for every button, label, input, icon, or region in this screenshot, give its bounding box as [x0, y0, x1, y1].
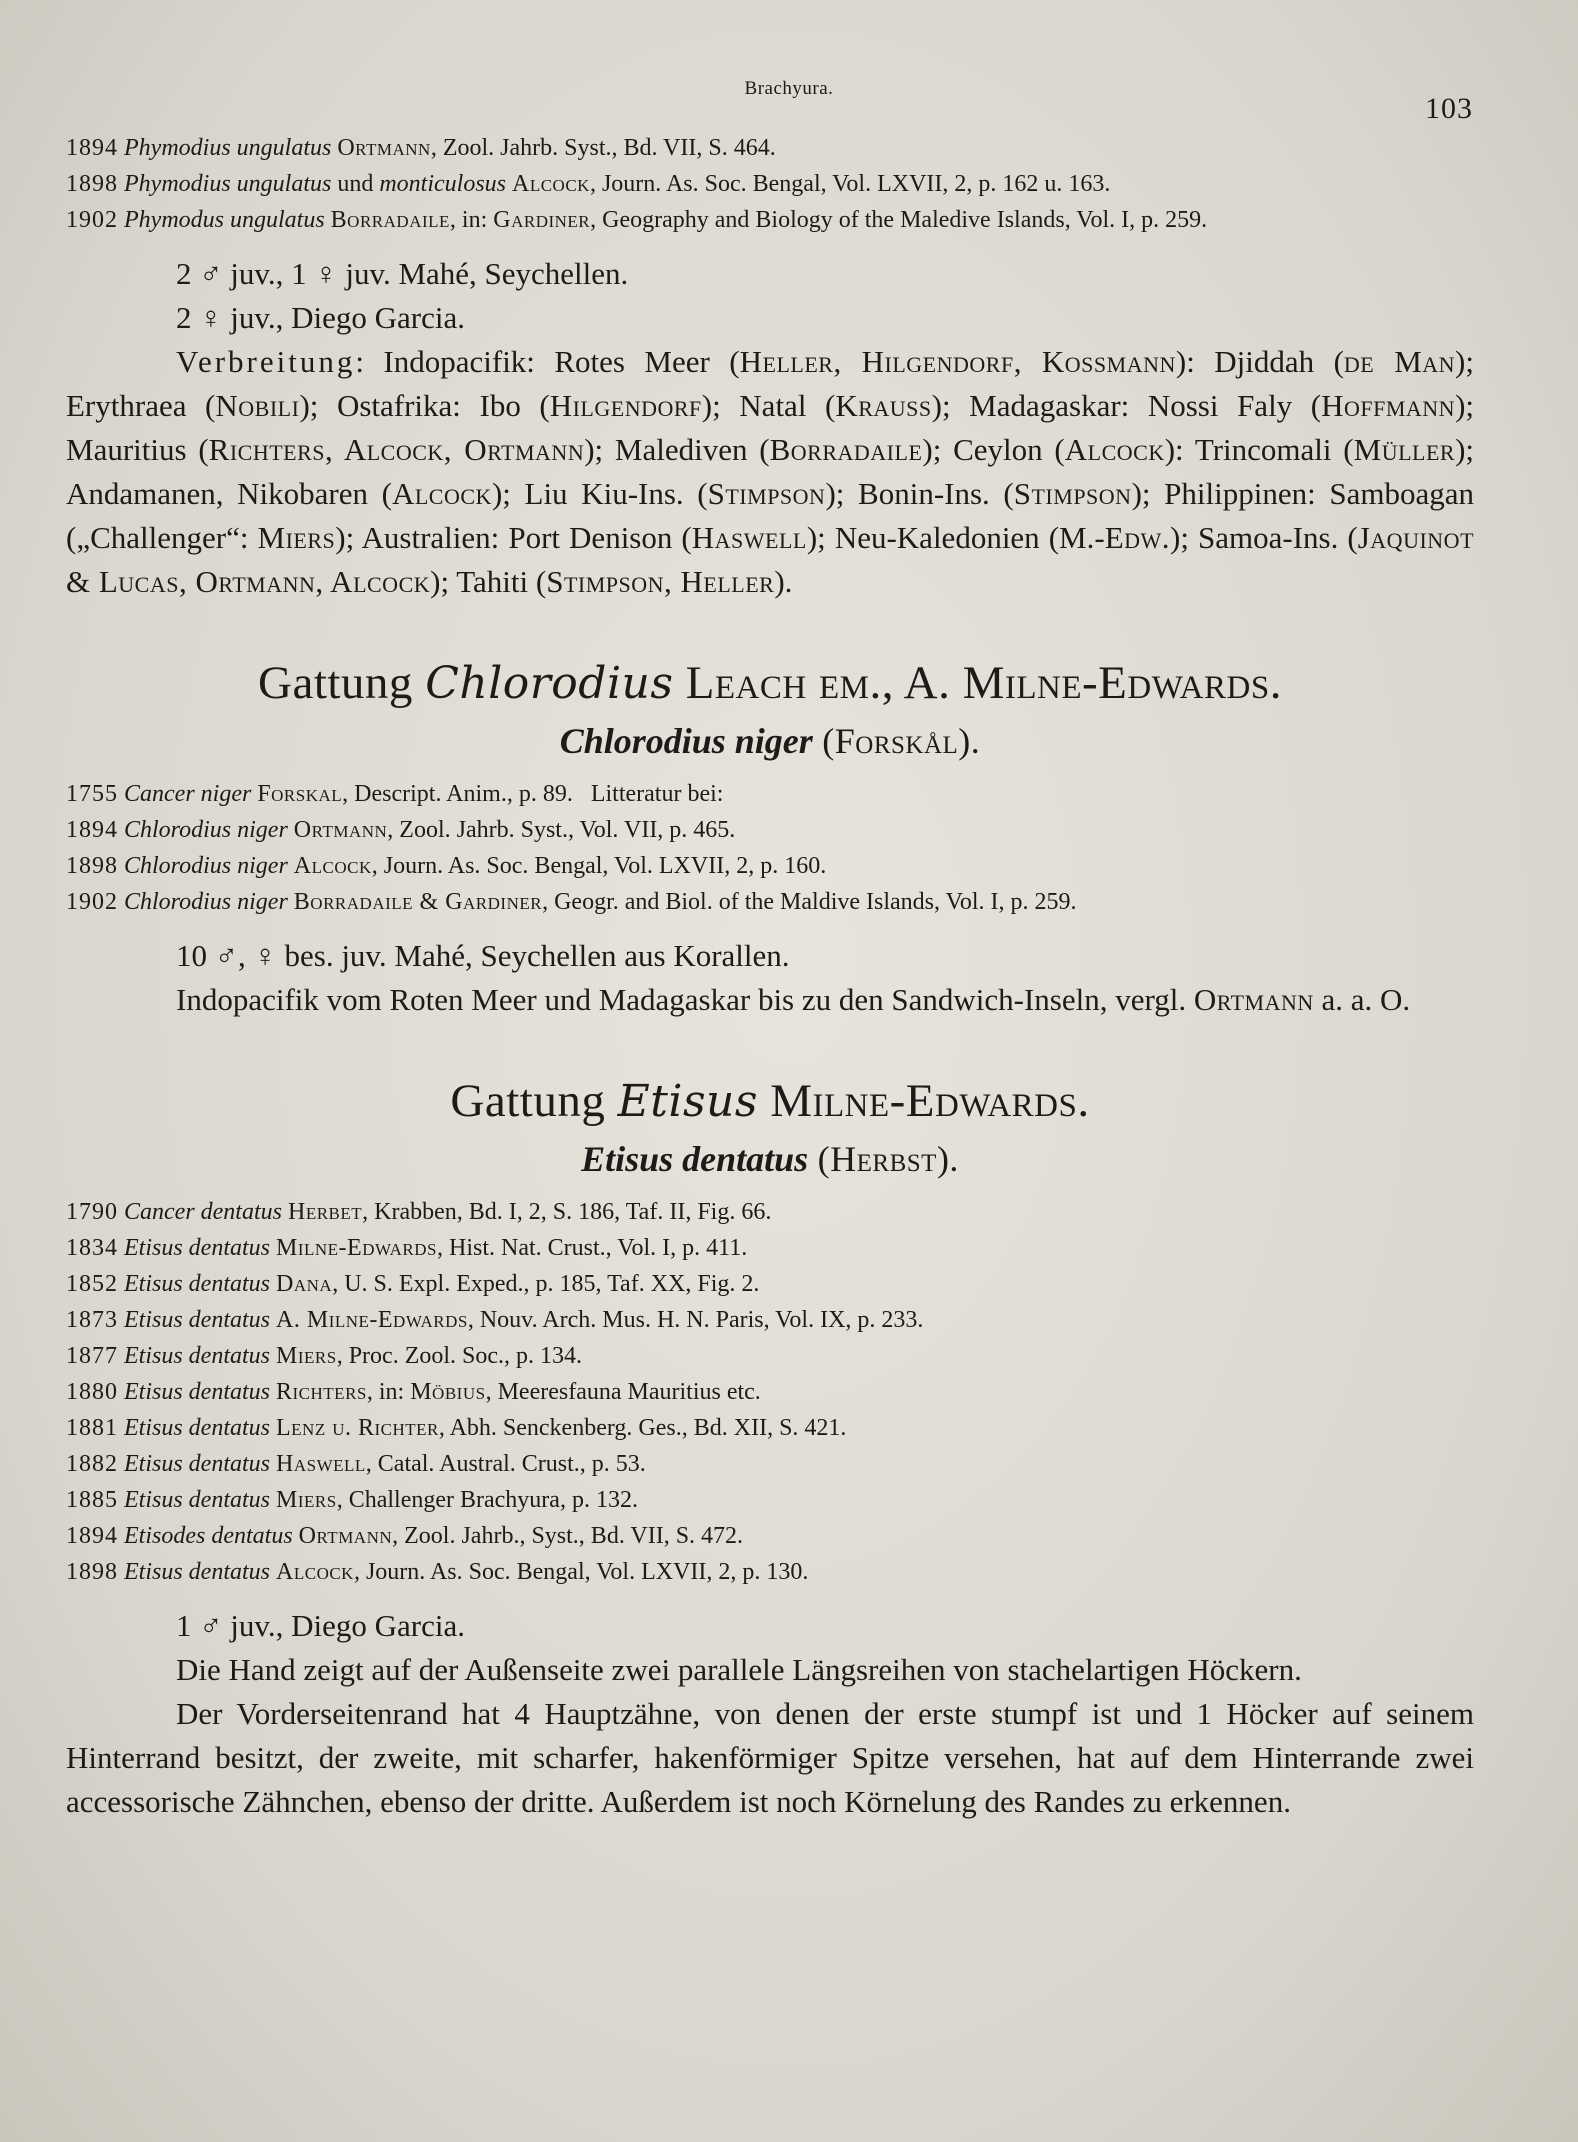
text-run: ); Mauritius ( — [66, 388, 1475, 467]
reference-line: 1882 Etisus dentatus Haswell, Catal. Austral. Crust., p. 53. — [66, 1451, 646, 1477]
author-name: Stimpson — [707, 476, 826, 511]
author-name: de Man — [1343, 344, 1456, 379]
reference-line: 1873 Etisus dentatus A. Milne-Edwards, Nouv. Arch. Mus. H. N. Paris, Vol. IX, p. 233. — [66, 1307, 924, 1333]
reference-line: 1894 Etisodes dentatus Ortmann, Zool. Jahrb., Syst., Bd. VII, S. 472. — [66, 1523, 744, 1549]
author-name: Müller — [1353, 432, 1456, 467]
author-name: Alcock — [391, 476, 492, 511]
author-name: Miers — [257, 520, 336, 555]
description-paragraph: Der Vorderseitenrand hat 4 Hauptzähne, von denen der erste stumpf ist und 1 Höcker auf seinem Hinterrand besitzt, der zweite, mit scharfer, hakenförmiger Spitze versehen, hat auf dem Hinterrande zwei accessorische Zähnchen, ebenso der dritte. Außerdem ist noch Körnelung des Randes zu erkennen. — [66, 1696, 1474, 1819]
author-name: Heller, Hilgendorf, Kossmann — [739, 344, 1176, 379]
text-run: ); Neu-Kaledonien (M.- — [806, 520, 1105, 555]
author-name: Hoffmann — [1321, 388, 1456, 423]
etisus-references — [66, 1194, 1474, 1590]
text-run: ): Djiddah ( — [1175, 344, 1344, 379]
text-run: ); Madagaskar: Nossi Faly ( — [931, 388, 1322, 423]
author-name: Stimpson, Heller — [546, 564, 775, 599]
reference-line: 1894 Phymodius ungulatus Ortmann, Zool. Jahrb. Syst., Bd. VII, S. 464. — [66, 135, 776, 161]
author-name: Stimpson — [1013, 476, 1132, 511]
text-run: ); Philippinen: Samboagan („Challenger“: — [66, 476, 1474, 555]
description-paragraph: Die Hand zeigt auf der Außenseite zwei parallele Längsreihen von stachelartigen Höckern. — [176, 1652, 1302, 1687]
reference-line: 1885 Etisus dentatus Miers, Challenger Brachyura, p. 132. — [66, 1487, 638, 1513]
chlorodius-references — [66, 776, 1474, 920]
reference-line: 1898 Chlorodius niger Alcock, Journ. As. Soc. Bengal, Vol. LXVII, 2, p. 160. — [66, 853, 827, 879]
reference-line: 1877 Etisus dentatus Miers, Proc. Zool. Soc., p. 134. — [66, 1343, 583, 1369]
specimen-line: 10 ♂, ♀ bes. juv. Mahé, Seychellen aus Korallen. — [176, 938, 790, 973]
reference-line: 1852 Etisus dentatus Dana, U. S. Expl. Exped., p. 185, Taf. XX, Fig. 2. — [66, 1271, 760, 1297]
text-run: ); Australien: Port Denison ( — [335, 520, 692, 555]
text-run: ); Liu Kiu-Ins. ( — [491, 476, 708, 511]
species-heading-etisus: Etisus dentatus (Herbst). — [581, 1139, 959, 1179]
author-name: Haswell — [691, 520, 807, 555]
phymodius-references — [66, 130, 1474, 238]
text-run: ); Samoa-Ins. ( — [1170, 520, 1358, 555]
reference-line: 1880 Etisus dentatus Richters, in: Möbius, Meeresfauna Mauritius etc. — [66, 1379, 761, 1405]
reference-line: 1902 Phymodus ungulatus Borradaile, in: Gardiner, Geography and Biology of the Maledive Islands, Vol. I, p. 259. — [66, 207, 1208, 233]
reference-line: 1902 Chlorodius niger Borradaile & Gardiner, Geogr. and Biol. of the Maldive Islands, Vol. I, p. 259. — [66, 889, 1077, 915]
text-run: ); Andamanen, Nikobaren ( — [66, 432, 1475, 511]
text-run: ); Ostafrika: Ibo ( — [299, 388, 550, 423]
text-run: ); Ceylon ( — [922, 432, 1065, 467]
author-name: Hilgendorf — [549, 388, 702, 423]
reference-line: 1790 Cancer dentatus Herbet, Krabben, Bd. I, 2, S. 186, Taf. II, Fig. 66. — [66, 1199, 772, 1225]
verbreitung-label: Verbreitung — [176, 344, 356, 379]
genus-heading-chlorodius: Gattung Chlorodius Leach em., A. Milne-Edwards. — [258, 657, 1282, 709]
reference-line: 1834 Etisus dentatus Milne-Edwards, Hist. Nat. Crust., Vol. I, p. 411. — [66, 1235, 748, 1261]
text-run: : Indopacifik: Rotes Meer ( — [355, 344, 740, 379]
genus-heading-etisus: Gattung Etisus Milne-Edwards. — [450, 1075, 1090, 1127]
text-run: ); Natal ( — [701, 388, 836, 423]
author-name: Jaquinot & Lucas, Ortmann, Alcock — [66, 520, 1475, 599]
text-run: ). — [774, 564, 793, 599]
page-content — [66, 130, 1474, 1824]
reference-line: 1881 Etisus dentatus Lenz u. Richter, Abh. Senckenberg. Ges., Bd. XII, S. 421. — [66, 1415, 847, 1441]
author-name: Edw. — [1104, 520, 1171, 555]
verbreitung-text — [66, 344, 1474, 599]
reference-line: 1898 Phymodius ungulatus und monticulosus Alcock, Journ. As. Soc. Bengal, Vol. LXVII, 2, p. 162 u. 163. — [66, 171, 1111, 197]
species-heading-chlorodius: Chlorodius niger (Forskål). — [559, 721, 981, 761]
running-head: Brachyura. — [744, 78, 834, 99]
text-run: ); Erythraea ( — [66, 344, 1474, 423]
author-name: Krauss — [835, 388, 932, 423]
author-name: Borradaile — [769, 432, 923, 467]
reference-line: 1894 Chlorodius niger Ortmann, Zool. Jahrb. Syst., Vol. VII, p. 465. — [66, 817, 736, 843]
author-name: Nobili — [215, 388, 300, 423]
distribution-paragraph: Indopacifik vom Roten Meer und Madagaskar bis zu den Sandwich-Inseln, vergl. Ortmann a. a. O. — [176, 982, 1411, 1017]
text-run: ): Trincomali ( — [1164, 432, 1354, 467]
specimen-line: 1 ♂ juv., Diego Garcia. — [176, 1608, 465, 1643]
reference-line: 1898 Etisus dentatus Alcock, Journ. As. Soc. Bengal, Vol. LXVII, 2, p. 130. — [66, 1559, 809, 1585]
page-number: 103 — [1425, 92, 1473, 125]
verbreitung-paragraph — [66, 340, 1474, 604]
author-name: Alcock — [1064, 432, 1165, 467]
author-name: Richters, Alcock, Ortmann — [208, 432, 585, 467]
reference-line: 1755 Cancer niger Forskal, Descript. Anim., p. 89. Litteratur bei: — [66, 781, 724, 807]
text-run: ); Malediven ( — [584, 432, 770, 467]
specimen-line: 2 ♂ juv., 1 ♀ juv. Mahé, Seychellen. — [176, 256, 629, 291]
text-run: ); Bonin-Ins. ( — [825, 476, 1014, 511]
text-run: ); Tahiti ( — [430, 564, 547, 599]
specimen-line: 2 ♀ juv., Diego Garcia. — [176, 300, 465, 335]
